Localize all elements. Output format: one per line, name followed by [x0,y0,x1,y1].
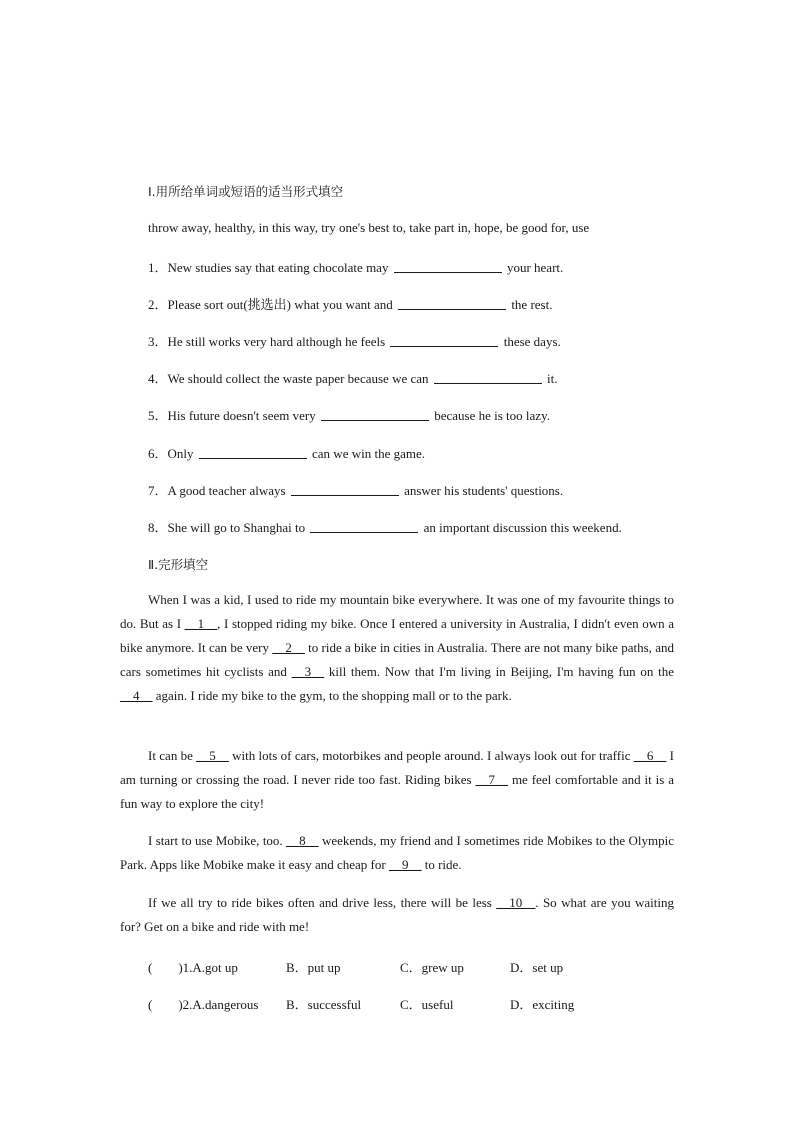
passage-paragraph-2 [120,744,674,816]
passage-paragraph-4 [120,891,674,939]
cloze-blank-3[interactable]: __3__ [291,664,325,679]
cloze-blank-4[interactable]: __4__ [120,688,153,703]
question-number: 6． [148,446,168,461]
answer-blank[interactable] [394,260,502,273]
question-3 [148,331,561,350]
passage-text: , I stopped riding my bike. Once I entered a university in Australia, I didn't even own a bike anymore. It can be very [120,616,674,655]
cloze-blank-8[interactable]: __8__ [286,833,319,848]
answer-blank[interactable] [199,446,307,459]
answer-blank[interactable] [390,334,498,347]
word-bank: throw away, healthy, in this way, try one's best to, take part in, hope, be good for, use [148,220,590,235]
option-d[interactable]: D．exciting [510,997,575,1012]
question-2 [148,294,552,313]
passage-text: I start to use Mobike, too. [148,833,287,848]
question-number: 4． [148,371,168,386]
answer-blank[interactable] [310,520,418,533]
section2-title: Ⅱ.完形填空 [148,557,209,572]
passage-text: to ride a bike in cities in Australia. There are not many bike paths, and cars sometimes hit cyclists and [120,640,674,679]
question-6 [148,443,425,462]
question-text: She will go to Shanghai to [167,520,306,535]
question-text: New studies say that eating chocolate may [167,260,389,275]
question-text: A good teacher always [167,483,286,498]
question-text: Only [167,446,194,461]
question-number: 8． [148,520,168,535]
question-1 [148,257,563,276]
question-text: Please sort out(挑选出) what you want and [167,297,393,312]
passage-text: I am turning or crossing the road. I never ride too fast. Riding bikes [120,748,674,787]
question-text: We should collect the waste paper because we can [167,371,429,386]
question-text: these days. [503,334,561,349]
passage-text: . So what are you waiting for? Get on a bike and ride with me! [120,895,674,934]
question-text: He still works very hard although he feels [167,334,386,349]
question-5 [148,405,550,424]
cloze-blank-6[interactable]: __6__ [633,748,667,763]
option-b[interactable]: B．put up [286,960,341,975]
passage-text: again. I ride my bike to the gym, to the shopping mall or to the park. [152,688,512,703]
question-text: your heart. [506,260,564,275]
question-text: answer his students' questions. [404,483,564,498]
answer-blank[interactable] [321,408,429,421]
section1-title: Ⅰ.用所给单词或短语的适当形式填空 [148,184,344,199]
option-a[interactable]: ( )2.A.dangerous [148,997,259,1012]
question-number: 1． [148,260,168,275]
question-text: can we win the game. [312,446,425,461]
question-text: the rest. [511,297,553,312]
question-text: His future doesn't seem very [167,408,316,423]
question-text: because he is too lazy. [434,408,550,423]
passage-paragraph-1 [120,588,674,708]
question-text: an important discussion this weekend. [423,520,622,535]
cloze-blank-7[interactable]: __7__ [475,772,509,787]
cloze-blank-10[interactable]: __10__ [496,895,536,910]
option-a[interactable]: ( )1.A.got up [148,960,238,975]
question-8 [148,517,622,536]
passage-text: me feel comfortable and it is a fun way to explore the city! [120,772,674,811]
cloze-blank-9[interactable]: __9__ [388,857,422,872]
answer-blank[interactable] [434,371,542,384]
passage-text: When I was a kid, I used to ride my mountain bike everywhere. It was one of my favourite things to do. But as I [120,592,674,631]
question-number: 3． [148,334,168,349]
cloze-blank-1[interactable]: __1__ [184,616,218,631]
answer-blank[interactable] [291,483,399,496]
cloze-blank-5[interactable]: __5__ [196,748,229,763]
question-number: 5． [148,408,168,423]
option-c[interactable]: C．useful [400,997,454,1012]
cloze-blank-2[interactable]: __2__ [272,640,305,655]
answer-blank[interactable] [398,297,506,310]
question-number: 2． [148,297,168,312]
option-b[interactable]: B．successful [286,997,362,1012]
question-text: it. [547,371,558,386]
option-d[interactable]: D．set up [510,960,564,975]
question-7 [148,480,563,499]
question-4 [148,368,558,387]
question-number: 7． [148,483,168,498]
passage-text: with lots of cars, motorbikes and people around. I always look out for traffic [228,748,634,763]
passage-text: to ride. [421,857,462,872]
passage-text: weekends, my friend and I sometimes ride Mobikes to the Olympic Park. Apps like Mobike make it easy and cheap for [120,833,674,872]
passage-text: It can be [148,748,197,763]
passage-text: If we all try to ride bikes often and drive less, there will be less [148,895,497,910]
passage-text: kill them. Now that I'm living in Beijing, I'm having fun on the [324,664,675,679]
passage-paragraph-3 [120,829,674,877]
option-c[interactable]: C．grew up [400,960,464,975]
